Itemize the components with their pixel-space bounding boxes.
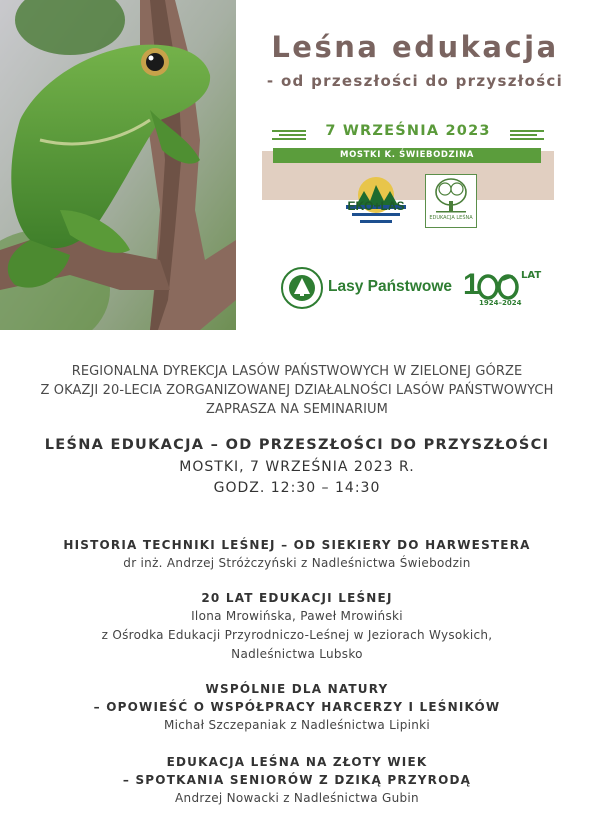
talk-title: 20 LAT EDUKACJI LEŚNEJ bbox=[201, 591, 393, 605]
talk-speaker: Michał Szczepaniak z Nadleśnictwa Lipinki bbox=[163, 718, 431, 732]
intro-text bbox=[20, 362, 574, 419]
talk-title: EDUKACJA LEŚNA NA ZŁOTY WIEK bbox=[166, 755, 428, 769]
lasy-panstwowe-label: Lasy Państwowe bbox=[328, 278, 453, 295]
talk-3 bbox=[20, 680, 574, 735]
talk-title: WSPÓLNIE DLA NATURY bbox=[205, 682, 389, 696]
edukacja-lesna-logo bbox=[425, 174, 477, 228]
talk-speaker: Ilona Mrowińska, Paweł Mrowiński bbox=[191, 609, 403, 623]
centenary-lat: LAT bbox=[521, 270, 542, 281]
talk-title-cont: – OPOWIEŚĆ O WSPÓŁPRACY HARCERZY I LEŚNIKÓW bbox=[93, 700, 501, 714]
lasy-panstwowe-emblem-icon bbox=[280, 266, 324, 310]
talk-speaker-affiliation: Nadleśnictwa Lubsko bbox=[231, 647, 363, 661]
talk-title-cont: – SPOTKANIA SENIORÓW Z DZIKĄ PRZYRODĄ bbox=[122, 773, 472, 787]
intro-line-3: ZAPRASZA NA SEMINARIUM bbox=[206, 402, 388, 417]
talk-speaker: dr inż. Andrzej Stróżczyński z Nadleśnictwa Świebodzin bbox=[123, 556, 471, 570]
eko-las-logo bbox=[340, 175, 412, 227]
header-subtitle: - od przeszłości do przyszłości bbox=[266, 72, 564, 90]
frog-photo bbox=[0, 0, 236, 330]
event-place-date: MOSTKI, 7 WRZEŚNIA 2023 R. bbox=[179, 459, 415, 475]
talk-2 bbox=[20, 589, 574, 664]
talk-1 bbox=[20, 536, 574, 573]
eko-las-label: EKO+LAS bbox=[347, 199, 405, 213]
talk-4 bbox=[20, 753, 574, 808]
location-bar: MOSTKI K. ŚWIEBODZINA bbox=[273, 148, 541, 163]
intro-line-2: Z OKAZJI 20-LECIA ZORGANIZOWANEJ DZIAŁALNOŚCI LASÓW PAŃSTWOWYCH bbox=[40, 383, 554, 398]
edukacja-lesna-label: EDUKACJA LEŚNA bbox=[429, 215, 473, 221]
centenary-zeros-icon bbox=[477, 274, 521, 300]
talk-title: HISTORIA TECHNIKI LEŚNEJ – OD SIEKIERY DO HARWESTERA bbox=[63, 538, 531, 552]
centenary-logo: 1 LAT 1924–2024 bbox=[463, 268, 542, 307]
talk-speaker-affiliation: z Ośrodka Edukacji Przyrodniczo-Leśnej w Jeziorach Wysokich, bbox=[101, 628, 493, 642]
lasy-panstwowe-block bbox=[280, 266, 540, 310]
centenary-years: 1924–2024 bbox=[479, 299, 522, 307]
intro-line-1: REGIONALNA DYREKCJA LASÓW PAŃSTWOWYCH W ZIELONEJ GÓRZE bbox=[71, 364, 523, 379]
decor-lines-right bbox=[510, 130, 544, 138]
event-date-header: 7 WRZEŚNIA 2023 bbox=[325, 123, 491, 139]
talk-speaker: Andrzej Nowacki z Nadleśnictwa Gubin bbox=[175, 791, 419, 805]
event-time: GODZ. 12:30 – 14:30 bbox=[213, 480, 381, 496]
event-title: LEŚNA EDUKACJA – OD PRZESZŁOŚCI DO PRZYSZŁOŚCI bbox=[44, 437, 550, 453]
header-title: Leśna edukacja bbox=[271, 30, 559, 64]
